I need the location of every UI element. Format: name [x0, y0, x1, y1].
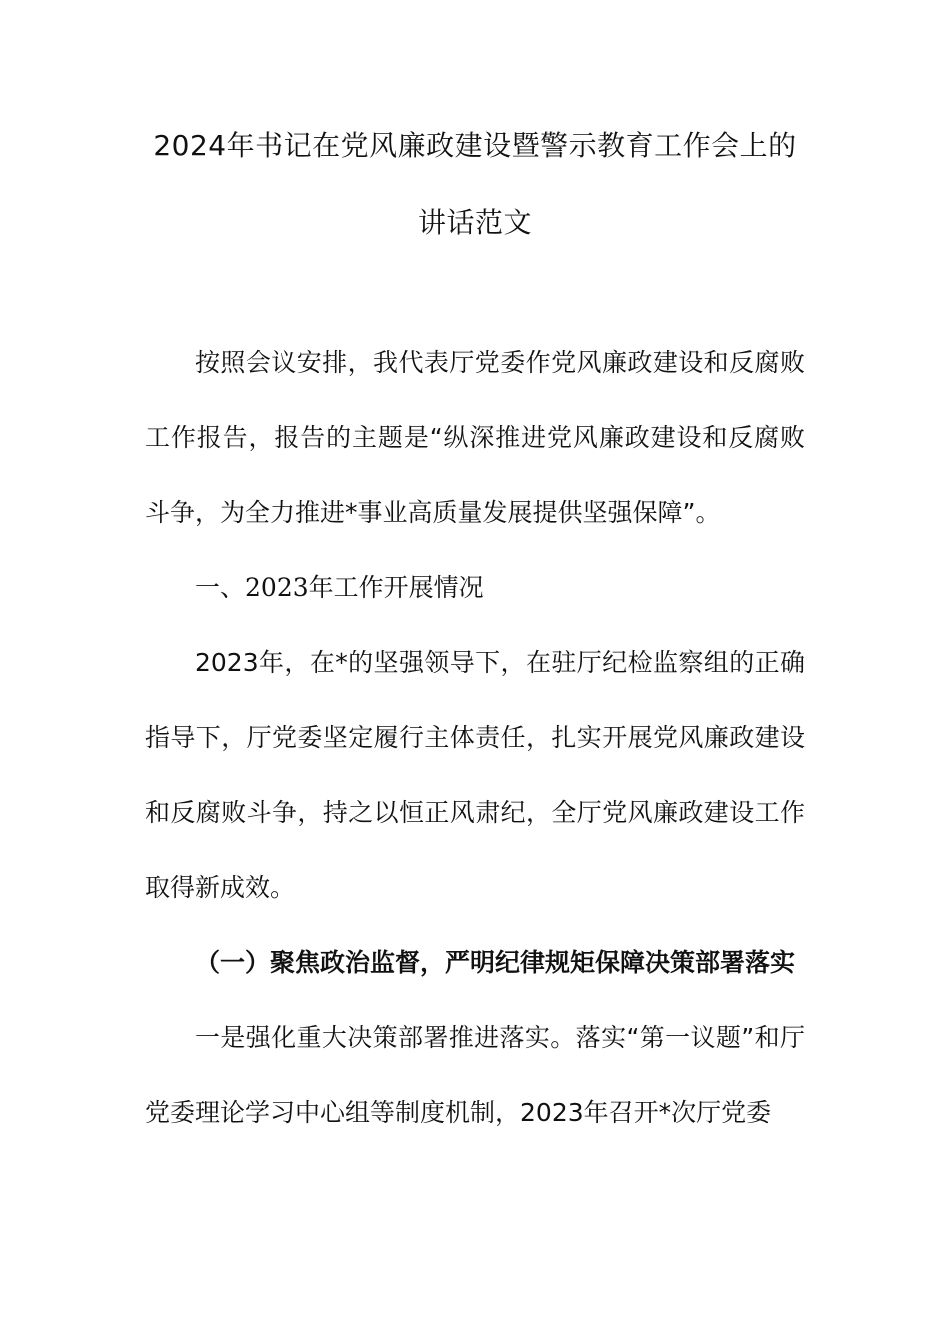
section-heading-1-year: 2023: [245, 573, 309, 602]
document-title-line2: 讲话范文: [417, 206, 532, 239]
subsection-heading-1: （一）聚焦政治监督，严明纪律规矩保障决策部署落实: [195, 948, 796, 977]
paragraph-decision-deployment: 一是强化重大决策部署推进落实。落实“第一议题”和厅党委理论学习中心组等制度机制，2023年召开*次厅党委: [145, 1023, 805, 1127]
section-heading-1: [145, 550, 805, 625]
document-page: [145, 118, 805, 1150]
paragraph-intro: 按照会议安排，我代表厅党委作党风廉政建设和反腐败工作报告，报告的主题是“纵深推进党风廉政建设和反腐败斗争，为全力推进*事业高质量发展提供坚强保障”。: [145, 348, 805, 527]
document-title-line1: 2024年书记在党风廉政建设暨警示教育工作会上的: [153, 129, 797, 162]
section-heading-1-suffix: 年工作开展情况: [308, 573, 484, 602]
paragraph-2023-summary: 2023年，在*的坚强领导下，在驻厅纪检监察组的正确指导下，厅党委坚定履行主体责任，扎实开展党风廉政建设和反腐败斗争，持之以恒正风肃纪，全厅党风廉政建设工作取得新成效。: [145, 648, 805, 902]
section-heading-1-prefix: 一、: [195, 573, 246, 602]
